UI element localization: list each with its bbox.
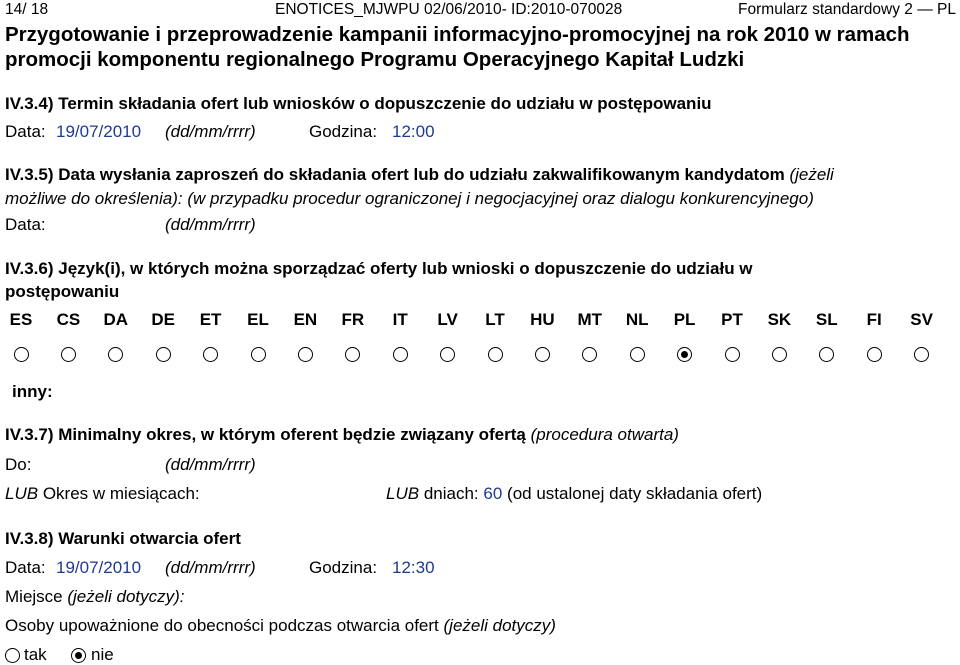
language-radio-es[interactable] <box>14 347 29 362</box>
section-iv36-heading-line2: postępowaniu <box>5 282 120 301</box>
document-id <box>275 1 622 19</box>
persons-note: (jeżeli dotyczy) <box>443 616 556 635</box>
date-format-hint: (dd/mm/rrrr) <box>165 455 256 474</box>
language-radio-sl[interactable] <box>819 347 834 362</box>
language-radio-it[interactable] <box>393 347 408 362</box>
section-iv38-heading: IV.3.8) Warunki otwarcia ofert <box>5 529 241 548</box>
section-iv35-note: (jeżeli <box>789 165 834 184</box>
section-iv36-heading-line1: IV.3.6) Język(i), w których można sporządzać oferty lub wnioski o dopuszczenie do udziału w <box>5 259 753 278</box>
opening-time-label: Godzina: <box>309 558 378 577</box>
language-label-da: DA <box>103 310 129 329</box>
page-title: Przygotowanie i przeprowadzenie kampanii informacyjno-promocyjnej na rok 2010 w ramach promocji komponentu regionalnego Programu Operacyjnego Kapitał Ludzki <box>5 23 910 71</box>
language-radio-de[interactable] <box>156 347 171 362</box>
doc-date: 02/06/2010 <box>424 1 502 18</box>
language-label-pl: PL <box>673 310 696 329</box>
language-label-nl: NL <box>625 310 649 329</box>
section-iv35-heading-line1 <box>5 165 834 185</box>
language-radio-lv[interactable] <box>440 347 455 362</box>
days-field <box>386 484 762 504</box>
language-label-hu: HU <box>530 310 555 329</box>
language-radio-pt[interactable] <box>725 347 740 362</box>
language-label-fi: FI <box>866 310 882 329</box>
or-label: LUB <box>386 484 420 503</box>
deadline-date-value: 19/07/2010 <box>56 122 142 141</box>
language-radio-mt[interactable] <box>582 347 597 362</box>
date-format-hint: (dd/mm/rrrr) <box>165 122 256 141</box>
notice-id: - ID:2010-070028 <box>501 1 623 18</box>
language-label-sk: SK <box>767 310 792 329</box>
language-radio-hu[interactable] <box>535 347 550 362</box>
language-label-mt: MT <box>577 310 603 329</box>
language-label-de: DE <box>151 310 175 329</box>
deadline-time-value: 12:00 <box>392 122 435 141</box>
or-label: LUB <box>5 484 39 503</box>
persons-field <box>5 616 556 636</box>
language-label-lv: LV <box>437 310 458 329</box>
days-value: 60 <box>483 484 503 503</box>
days-suffix: (od ustalonej daty składania ofert) <box>507 484 763 503</box>
deadline-date-label: Data: <box>5 122 46 141</box>
language-radio-da[interactable] <box>108 347 123 362</box>
section-iv37-heading-line <box>5 425 679 445</box>
language-label-et: ET <box>199 310 222 329</box>
persons-label: Osoby upoważnione do obecności podczas otwarcia ofert <box>5 616 439 635</box>
place-field <box>5 587 185 607</box>
section-iv37-note: (procedura otwarta) <box>530 425 679 444</box>
language-radio-sv[interactable] <box>914 347 929 362</box>
language-radio-pl[interactable] <box>677 347 692 362</box>
deadline-time-label: Godzina: <box>309 122 378 141</box>
language-radio-et[interactable] <box>203 347 218 362</box>
language-radio-sk[interactable] <box>772 347 787 362</box>
language-label-cs: CS <box>56 310 81 329</box>
language-label-el: EL <box>247 310 269 329</box>
form-type: Formularz standardowy 2 — PL <box>738 1 956 18</box>
invitation-date-label: Data: <box>5 215 46 234</box>
language-label-it: IT <box>392 310 408 329</box>
radio-tak[interactable] <box>5 648 20 663</box>
opening-date-value: 19/07/2010 <box>56 558 142 577</box>
page-number: 14/ 18 <box>5 1 49 18</box>
language-label-en: EN <box>293 310 318 329</box>
radio-nie[interactable] <box>71 648 86 663</box>
language-label-lt: LT <box>485 310 505 329</box>
language-radio-cs[interactable] <box>61 347 76 362</box>
opening-date-label: Data: <box>5 558 46 577</box>
date-format-hint: (dd/mm/rrrr) <box>165 215 256 234</box>
radio-nie-label: nie <box>91 645 114 664</box>
days-label: dniach: <box>423 484 479 503</box>
language-radio-el[interactable] <box>251 347 266 362</box>
months-field <box>5 484 200 504</box>
section-iv35-note-line2: możliwe do określenia): (w przypadku procedur ograniczonej i negocjacyjnej oraz dialogu konkurencyjnego) <box>5 189 814 208</box>
months-label: Okres w miesiącach: <box>42 484 200 503</box>
language-label-sv: SV <box>910 310 933 329</box>
language-label-es: ES <box>9 310 33 329</box>
place-note: (jeżeli dotyczy): <box>67 587 185 606</box>
language-label-fr: FR <box>341 310 365 329</box>
language-radio-fr[interactable] <box>345 347 360 362</box>
section-iv37-heading: IV.3.7) Minimalny okres, w którym oferent będzie związany ofertą <box>5 425 526 444</box>
doc-code: ENOTICES_MJWPU <box>275 1 420 18</box>
language-label-pt: PT <box>721 310 743 329</box>
language-radio-lt[interactable] <box>488 347 503 362</box>
language-radio-fi[interactable] <box>867 347 882 362</box>
date-format-hint: (dd/mm/rrrr) <box>165 558 256 577</box>
binding-until-label: Do: <box>5 455 32 474</box>
radio-tak-label: tak <box>24 645 47 664</box>
section-iv35-heading: IV.3.5) Data wysłania zaproszeń do składania ofert lub do udziału zakwalifikowanym kandydatom <box>5 165 785 184</box>
section-iv34-heading: IV.3.4) Termin składania ofert lub wniosków o dopuszczenie do udziału w postępowaniu <box>5 94 712 113</box>
other-language-label: inny: <box>12 382 53 401</box>
language-radio-nl[interactable] <box>630 347 645 362</box>
language-radio-en[interactable] <box>298 347 313 362</box>
opening-time-value: 12:30 <box>392 558 435 577</box>
place-label: Miejsce <box>5 587 63 606</box>
language-label-sl: SL <box>815 310 838 329</box>
